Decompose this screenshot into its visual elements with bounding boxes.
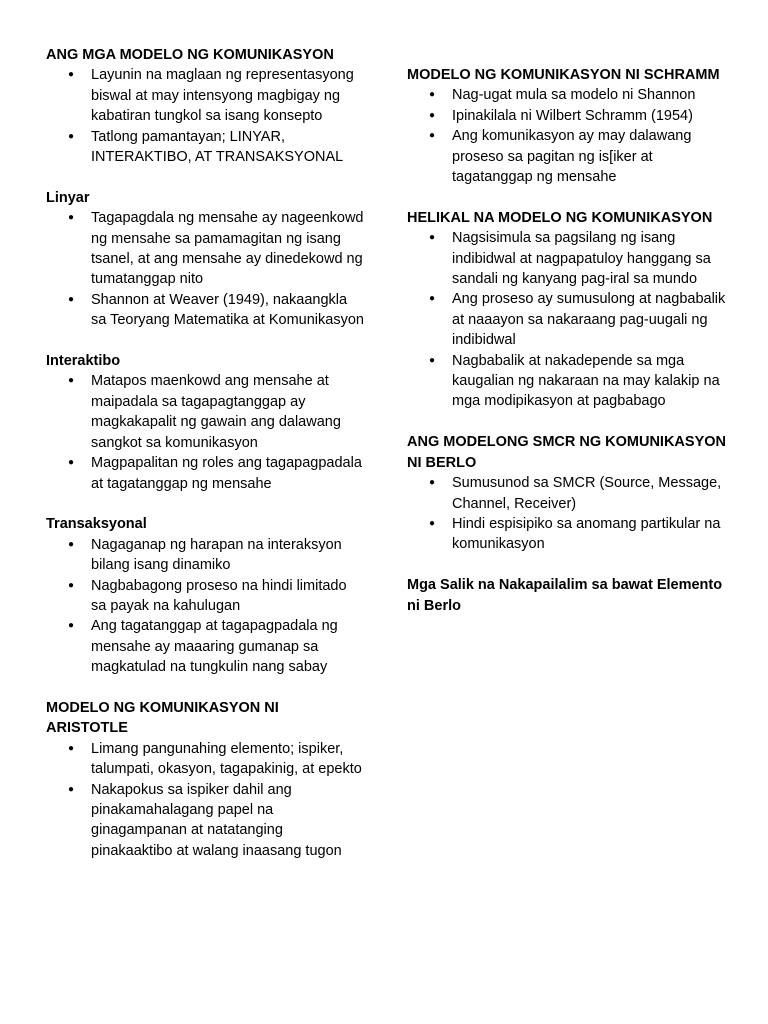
bullet-item: ● Layunin na maglaan ng representasyong biswal at may intensyong magbigay ng kabatiran tungkol sa isang konsepto: [46, 65, 364, 126]
section-modelo-komunikasyon: [46, 45, 364, 167]
section-transaksyonal: [46, 514, 364, 677]
section-heading: Linyar: [46, 189, 90, 206]
bullet-item: ● Tagapagdala ng mensahe ay nageenkowd ng mensahe sa pamamagitan ng isang tsanel, at ang mensahe ay dinedekowd ng tumatanggap nito: [46, 208, 364, 290]
bullet-item: ● Nagbabalik at nakadepende sa mga kaugalian ng nakaraan na may kalakip na mga modipikasyon at pagbabago: [407, 351, 727, 412]
section-aristotle: [46, 698, 364, 861]
bullet-list: [46, 208, 364, 330]
section-heading: Transaksyonal: [46, 516, 147, 533]
section-schramm: [407, 65, 727, 187]
bullet-item: ● Hindi espisipiko sa anomang partikular na komunikasyon: [407, 514, 727, 555]
bullet-item: ● Sumusunod sa SMCR (Source, Message, Channel, Receiver): [407, 473, 727, 514]
section-heading: HELIKAL NA MODELO NG KOMUNIKASYON: [407, 209, 713, 226]
section-heading: ANG MODELONG SMCR NG KOMUNIKASYON NI BERLO: [407, 434, 726, 471]
bullet-list: [46, 371, 364, 493]
bullet-list: [46, 535, 364, 678]
section-helikal: [407, 208, 727, 412]
section-heading: ANG MGA MODELO NG KOMUNIKASYON: [46, 47, 334, 63]
section-heading: Interaktibo: [46, 353, 121, 370]
section-heading: MODELO NG KOMUNIKASYON NI ARISTOTLE: [46, 699, 279, 737]
right-column: [407, 65, 727, 636]
bullet-item: ● Nagaganap ng harapan na interaksyon bilang isang dinamiko: [46, 535, 364, 576]
left-column: [46, 45, 364, 882]
bullet-item: ● Ang komunikasyon ay may dalawang proseso sa pagitan ng is[iker at tagatanggap ng mensahe: [407, 126, 727, 187]
bullet-item: ● Shannon at Weaver (1949), nakaangkla sa Teoryang Matematika at Komunikasyon: [46, 290, 364, 331]
section-salik-berlo: [407, 575, 727, 616]
section-heading: Mga Salik na Nakapailalim sa bawat Elemento ni Berlo: [407, 577, 723, 614]
bullet-item: ● Nakapokus sa ispiker dahil ang pinakamahalagang papel na ginagampanan at natatanging pinakaaktibo at walang inaasang tugon: [46, 780, 364, 862]
bullet-item: ● Ang tagatanggap at tagapagpadala ng mensahe ay maaaring gumanap sa magkatulad na tungkulin nang sabay: [46, 616, 364, 677]
section-interaktibo: [46, 351, 364, 494]
bullet-list: [46, 739, 364, 861]
bullet-item: ● Matapos maenkowd ang mensahe at maipadala sa tagapagtanggap ay magkakapalit ng gawain ang dalawang sangkot sa komunikasyon: [46, 371, 364, 453]
bullet-list: [407, 228, 727, 412]
bullet-item: ● Nagsisimula sa pagsilang ng isang indibidwal at nagpapatuloy hanggang sa sandali ng kanyang pag-iral sa mundo: [407, 228, 727, 289]
bullet-item: ● Ang proseso ay sumusulong at nagbabalik at naaayon sa nakaraang pag-uugali ng indibidwal: [407, 289, 727, 350]
bullet-list: [407, 85, 727, 187]
bullet-item: ● Nagbabagong proseso na hindi limitado sa payak na kahulugan: [46, 576, 364, 617]
bullet-item: ● Ipinakilala ni Wilbert Schramm (1954): [407, 106, 727, 126]
bullet-item: ● Tatlong pamantayan; LINYAR, INTERAKTIBO, AT TRANSAKSYONAL: [46, 127, 364, 168]
bullet-list: [46, 65, 364, 167]
section-smcr-berlo: [407, 432, 727, 554]
bullet-item: ● Limang pangunahing elemento; ispiker, talumpati, okasyon, tagapakinig, at epekto: [46, 739, 364, 780]
bullet-item: ● Magpapalitan ng roles ang tagapagpadala at tagatanggap ng mensahe: [46, 453, 364, 494]
bullet-item: ● Nag-ugat mula sa modelo ni Shannon: [407, 85, 727, 105]
section-linyar: [46, 188, 364, 331]
bullet-list: [407, 473, 727, 555]
section-heading: MODELO NG KOMUNIKASYON NI SCHRAMM: [407, 67, 720, 83]
